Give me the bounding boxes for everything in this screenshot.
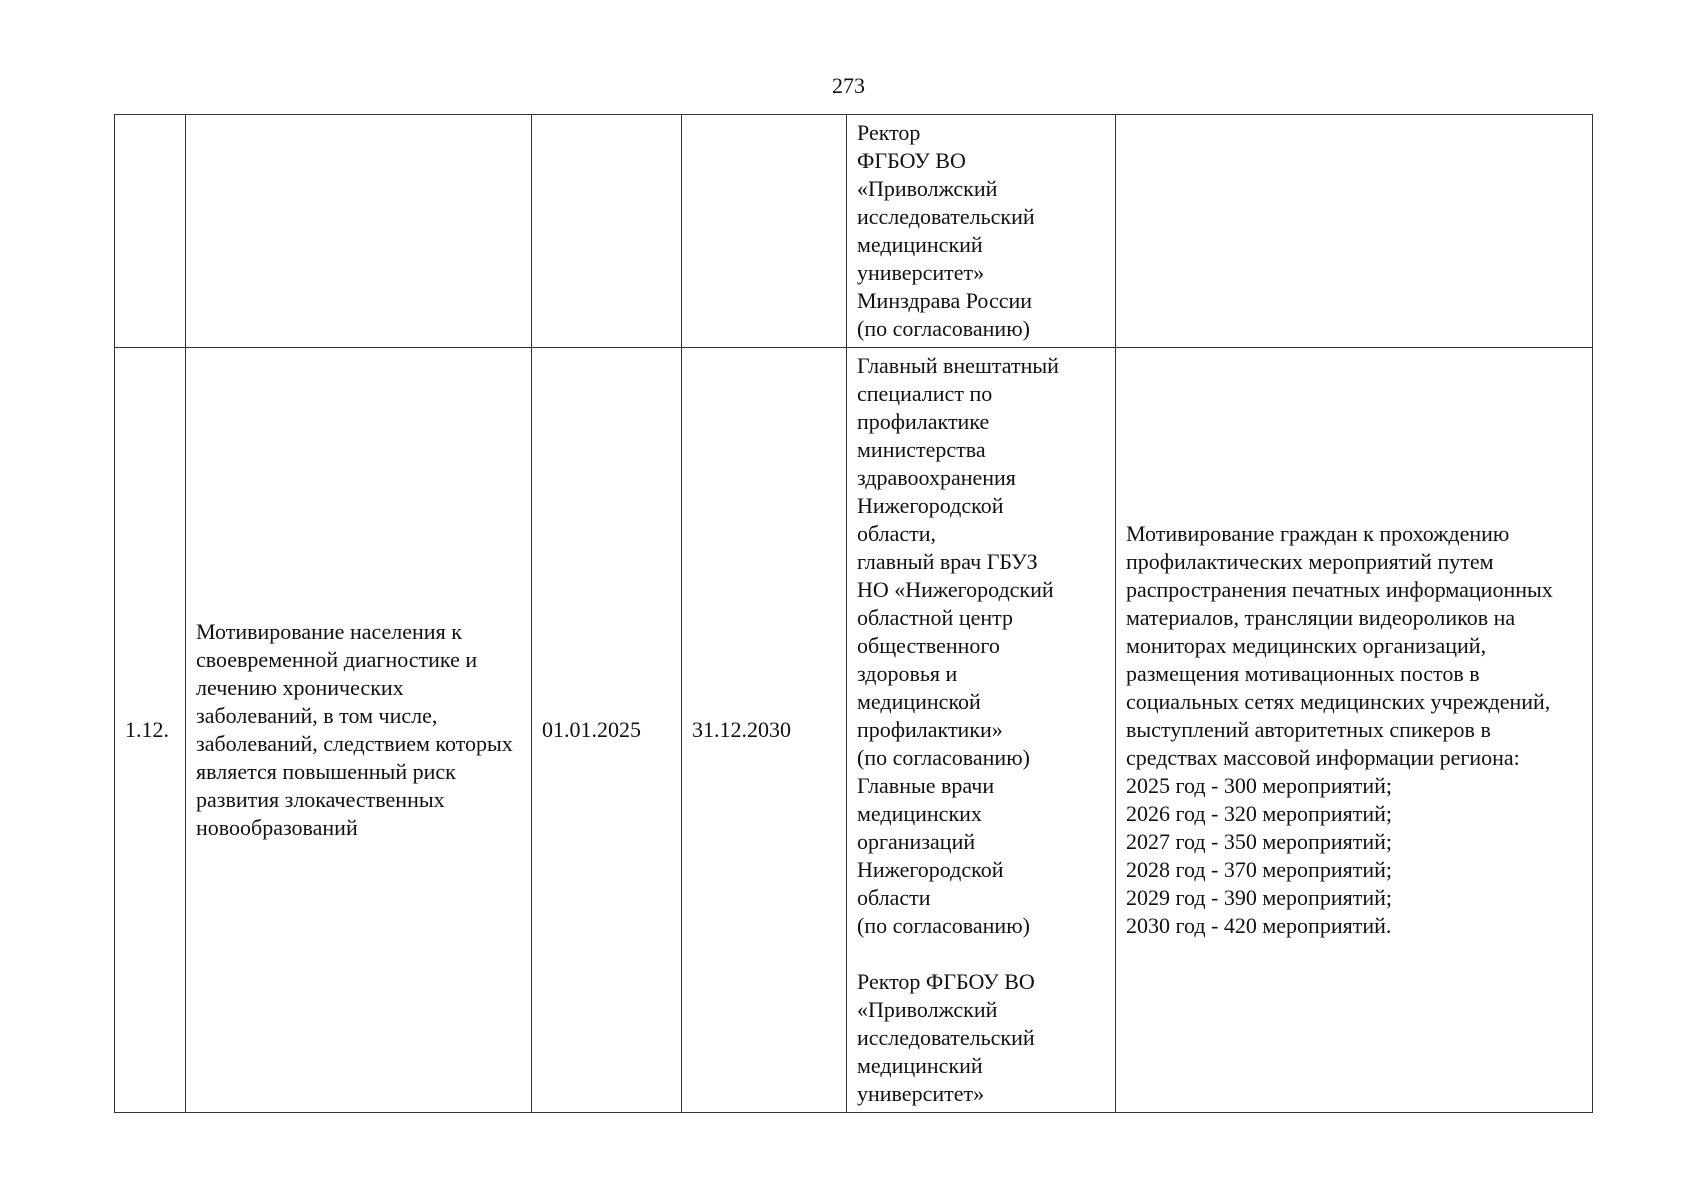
table-row	[115, 115, 1593, 348]
cell-end-date	[682, 115, 847, 348]
measures-table	[114, 114, 1593, 1113]
cell-number	[115, 115, 186, 348]
cell-result	[1116, 115, 1593, 348]
cell-action: Мотивирование населения к своевременной диагностике и лечению хронических заболеваний, в том числе, заболеваний, следствием которых является повышенный риск развития злокачественных новообразований	[186, 348, 532, 1113]
cell-result: Мотивирование граждан к прохождению профилактических мероприятий путем распространения печатных информационных материалов, трансляции видеороликов на мониторах медицинских организаций, размещения мотивационных постов в социальных сетях медицинских учреждений, выступлений авторитетных спикеров в средствах массовой информации региона: 2025 год - 300 мероприятий; 2026 год - 320 мероприятий; 2027 год - 350 мероприятий; 2028 год - 370 мероприятий; 2029 год - 390 мероприятий; 2030 год - 420 мероприятий.	[1116, 348, 1593, 1113]
cell-action	[186, 115, 532, 348]
cell-start-date	[532, 115, 682, 348]
cell-end-date: 31.12.2030	[682, 348, 847, 1113]
cell-start-date: 01.01.2025	[532, 348, 682, 1113]
table-row	[115, 348, 1593, 1113]
page-number: 273	[832, 73, 865, 98]
cell-responsible: Главный внештатный специалист по профилактике министерства здравоохранения Нижегородской области, главный врач ГБУЗ НО «Нижегородский областной центр общественного здоровья и медицинской профилактики» (по согласованию) Главные врачи медицинских организаций Нижегородской области (по согласованию) Ректор ФГБОУ ВО «Приволжский исследовательский медицинский университет»	[847, 348, 1116, 1113]
cell-number: 1.12.	[115, 348, 186, 1113]
cell-responsible: Ректор ФГБОУ ВО «Приволжский исследовательский медицинский университет» Минздрава России (по согласованию)	[847, 115, 1116, 348]
